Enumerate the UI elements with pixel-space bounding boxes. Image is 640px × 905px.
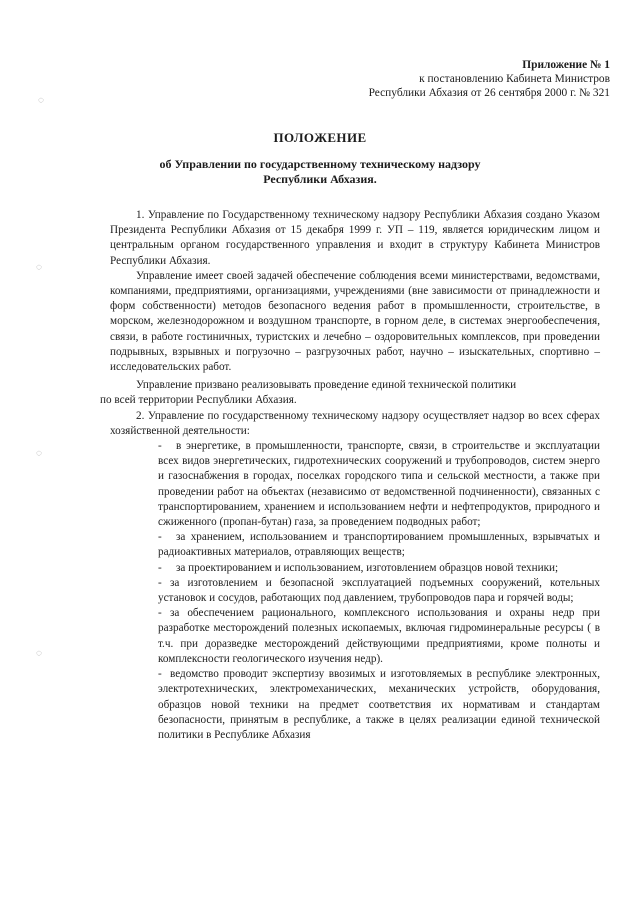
scan-artifact: ◌	[36, 448, 42, 459]
paragraph: Управление имеет своей задачей обеспечение соблюдения всеми министерствами, ведомствами, компаниями, предприятиями, организациями, учреждениями (вне зависимости от принадлежности и форм собственности) методов безопасного ведения работ в промышленности, строительстве, в морском, железнодорожном и воздушном транспорте, в горном деле, в системах энергообеспечения, связи, в работе гостиничных, туристских и лечебно – оздоровительных комплексов, при проведении подрывных, взрывных и погрузочно – разгрузочных работ, научно – изыскательных, спортивно – исследовательских работ.	[110, 269, 600, 374]
scan-artifact: ◌	[38, 95, 44, 106]
document-subtitle	[0, 157, 640, 187]
subtitle-line: об Управлении по государственному техническому надзору	[159, 157, 481, 171]
list-dash: -	[158, 561, 162, 574]
list-dash: -	[158, 440, 162, 453]
list-item-text: за обеспечением рационального, комплексного использования и охраны недр при разработке месторождений полезных ископаемых, включая гидроминеральные ресурсы ( в т.ч. при доразведке месторождений действующими предприятиями, кроме полноты и комплексности геологического изучения недр).	[158, 607, 600, 665]
appendix-line: к постановлению Кабинета Министров	[419, 73, 610, 85]
scan-artifact: ◌	[36, 262, 42, 273]
list-item	[158, 561, 600, 576]
list-dash: -	[158, 531, 162, 544]
paragraph: по всей территории Республики Абхазия.	[100, 394, 297, 407]
list-dash: -	[158, 607, 162, 620]
list-item	[158, 439, 600, 530]
paragraph: Управление призвано реализовывать проведение единой технической политики	[136, 379, 517, 392]
list-dash: -	[158, 576, 162, 589]
subtitle-line: Республики Абхазия.	[263, 172, 377, 186]
document-body	[100, 208, 600, 743]
appendix-header	[369, 58, 610, 100]
list-item-text: в энергетике, в промышленности, транспорте, связи, в строительстве и эксплуатации всех видов энергетических, гидротехнических сооружений и трубопроводов, систем энерго и газоснабжения в городах, поселках городского типа и сельской местности, а также при проведении работ на объектах (независимо от ведомственной подчиненности), связанных с транспортированием, хранением и использованием нефти и нефтепродуктов, природного и сжиженного (пропан-бутан) газа, за проведением подводных работ;	[158, 440, 600, 529]
list-item	[158, 606, 600, 667]
paragraph: 1. Управление по Государственному техническому надзору Республики Абхазия создано Указом Президента Республики Абхазия от 15 декабря 1999 г. УП – 119, является юридическим лицом и центральным органом государственного управления и входит в структуру Кабинета Министров Республики Абхазия.	[110, 209, 600, 267]
appendix-line: Республики Абхазия от 26 сентября 2000 г. № 321	[368, 87, 610, 99]
appendix-title: Приложение № 1	[522, 59, 610, 71]
list-item-text: за хранением, использованием и транспортированием промышленных, взрывчатых и радиоактивных материалов, отравляющих веществ;	[158, 531, 600, 559]
paragraph: 2. Управление по государственному техническому надзору осуществляет надзор во всех сферах хозяйственной деятельности:	[110, 409, 600, 437]
list-item	[158, 667, 600, 743]
list-item-text: за изготовлением и безопасной эксплуатацией подъемных сооружений, котельных установок и сосудов, работающих под давлением, трубопроводов пара и горячей воды;	[158, 576, 600, 605]
list-item-text: за проектированием и использованием, изготовлением образцов новой техники;	[176, 561, 559, 574]
document-title: ПОЛОЖЕНИЕ	[273, 130, 367, 145]
list-item	[158, 576, 600, 606]
list-item-text: ведомство проводит экспертизу ввозимых и изготовляемых в республике электронных, электротехнических, электромеханических, механических устройств, оборудования, образцов новой техники на предмет соответствия их нормативам и стандартам безопасности, принятым в республике, а также в целях реализации единой технической политики в Республике Абхазия	[158, 668, 600, 741]
list-item	[158, 530, 600, 560]
list-dash: -	[158, 668, 162, 681]
scan-artifact: ◌	[36, 648, 42, 659]
